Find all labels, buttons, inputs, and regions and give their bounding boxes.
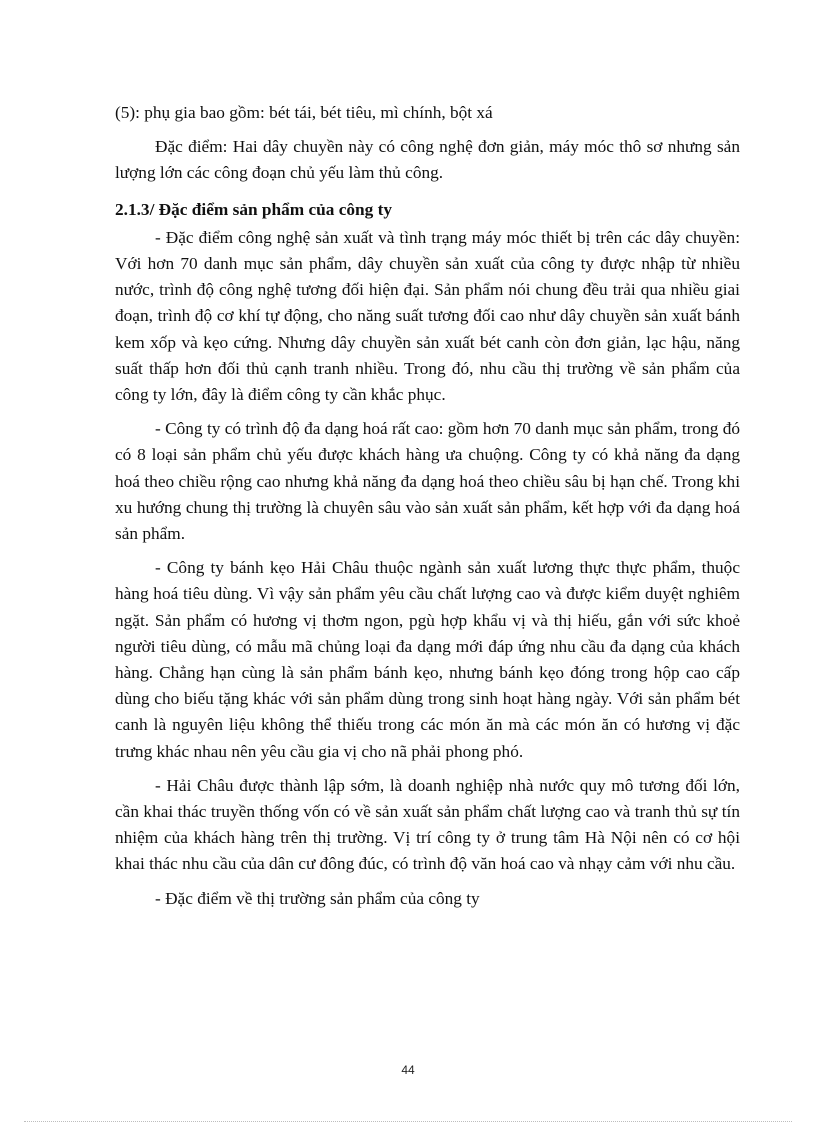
- paragraph-market-features: - Đặc điểm về thị trường sản phẩm của công ty: [155, 888, 480, 908]
- page-bottom-divider: [24, 1121, 792, 1122]
- paragraph-technology: - Đặc điểm công nghệ sản xuất và tình trạng máy móc thiết bị trên các dây chuyền: Với hơn 70 danh mục sản phẩm, dây chuyền sản xuất của công ty được nhập từ nhiều nước, trình độ công nghệ tương đối hiện đại. Sản phẩm nói chung đều trải qua nhiều giai đoạn, trình độ cơ khí tự động, cho năng suất tương đối cao như dây chuyền sản xuất bánh kem xốp và kẹo cứng. Nhưng dây chuyền sản xuất bét canh còn đơn giản, lạc hậu, năng suất thấp hơn đối thủ cạnh tranh nhiều. Trong đó, nhu cầu thị trường về sản phẩm của công ty lớn, đây là điểm công ty cần khắc phục.: [115, 227, 740, 405]
- page-number: 44: [401, 1063, 415, 1077]
- paragraph-product-quality: - Công ty bánh kẹo Hải Châu thuộc ngành sản xuất lương thực thực phẩm, thuộc hàng hoá tiêu dùng. Vì vậy sản phẩm yêu cầu chất lượng cao và được kiểm duyệt nghiêm ngặt. Sản phẩm có hương vị thơm ngon, pgù hợp khẩu vị và thị hiếu, gắn với sức khoẻ người tiêu dùng, có mẫu mã chủng loại đa dạng mới đáp ứng nhu cầu đa dạng của khách hàng. Chẳng hạn cùng là sản phẩm bánh kẹo, nhưng bánh kẹo đóng trong hộp cao cấp dùng cho biếu tặng khác với sản phẩm dùng trong sinh hoạt hàng ngày. Với sản phẩm bét canh là nguyên liệu không thể thiếu trong các món ăn mà các món ăn có hương vị đặc trưng khác nhau nên yêu cầu gia vị cho nã phải phong phó.: [115, 558, 740, 761]
- paragraph-diversification: - Công ty có trình độ đa dạng hoá rất cao: gồm hơn 70 danh mục sản phẩm, trong đó có 8 loại sản phẩm chủ yếu được khách hàng ưa chuộng. Công ty có khả năng đa dạng hoá theo chiều rộng cao nhưng khả năng đa dạng hoá theo chiều sâu bị hạn chế. Trong khi xu hướng chung thị trường là chuyên sâu vào sản xuất sản phẩm, kết hợp với đa dạng hoá sản phẩm.: [115, 419, 740, 544]
- paragraph-additives: (5): phụ gia bao gồm: bét tái, bét tiêu, mì chính, bột xá: [115, 103, 493, 122]
- section-heading: 2.1.3/ Đặc điểm sản phẩm của công ty: [115, 199, 392, 219]
- paragraph-line-features: Đặc điểm: Hai dây chuyền này có công nghệ đơn giản, máy móc thô sơ nhưng sản lượng lớn các công đoạn chủ yếu làm thủ công.: [115, 137, 740, 183]
- paragraph-company-position: - Hải Châu được thành lập sớm, là doanh nghiệp nhà nước quy mô tương đối lớn, cần khai thác truyền thống vốn có về sản xuất sản phẩm chất lượng cao và tranh thủ sự tín nhiệm của khách hàng trên thị trường. Vị trí công ty ở trung tâm Hà Nội nên có cơ hội khai thác nhu cầu của dân cư đông đúc, có trình độ văn hoá cao và nhạy cảm với nhu cầu.: [115, 775, 740, 874]
- page-body: [115, 100, 740, 912]
